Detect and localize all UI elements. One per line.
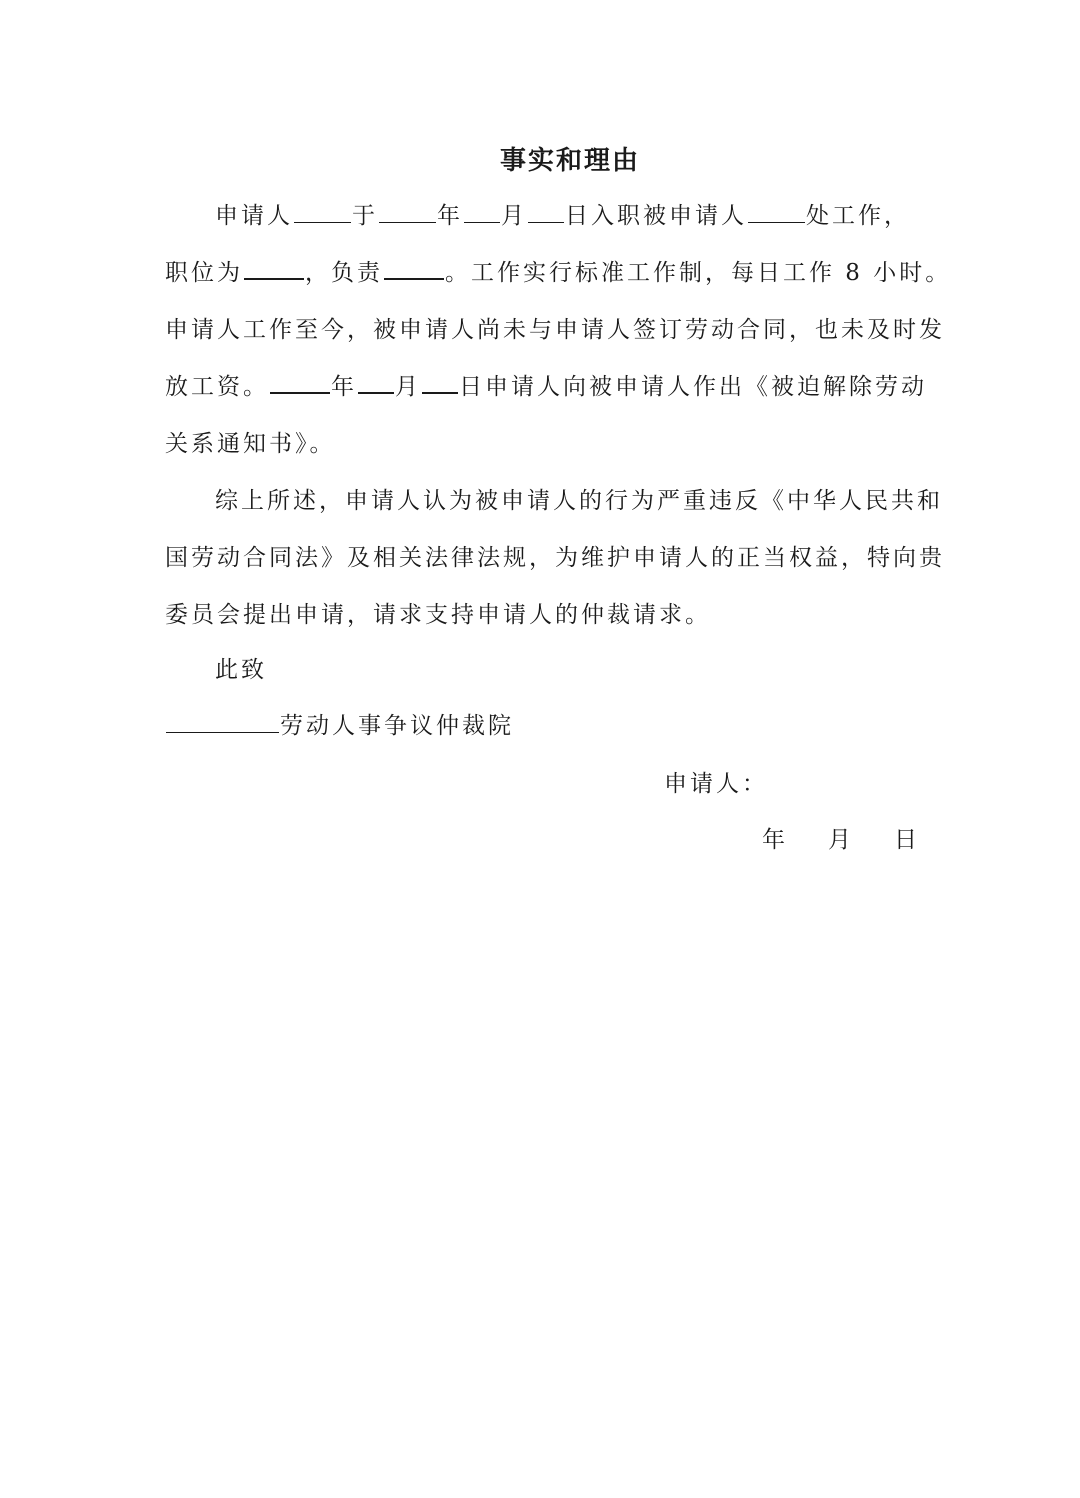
entry-day-blank[interactable] [528, 198, 564, 223]
position-blank[interactable] [244, 254, 304, 280]
para1-line3: 申请人工作至今，被申请人尚未与申请人签订劳动合同，也未及时发 [165, 317, 945, 343]
date-line [762, 820, 920, 860]
notice-month-blank[interactable] [358, 368, 394, 394]
para1-line1: 申请人 于 年 月 日入职被申请人 处工作， [215, 196, 975, 236]
entry-year-blank[interactable] [379, 198, 436, 223]
notice-day-blank[interactable] [422, 368, 458, 394]
duty-blank[interactable] [384, 254, 444, 280]
para1-line5: 关系通知书》。 [165, 431, 336, 457]
para1-line2: 职位为 ，负责 。工作实行标准工作制，每日工作 8 小时。 [165, 253, 925, 293]
respondent-name-blank[interactable] [748, 198, 805, 223]
document-title: 事实和理由 [499, 146, 640, 176]
date-day: 日 [894, 827, 920, 853]
applicant-name-blank[interactable] [294, 198, 351, 223]
notice-year-blank[interactable] [270, 368, 330, 394]
para2-line3: 委员会提出申请，请求支持申请人的仲裁请求。 [165, 602, 711, 628]
date-month: 月 [828, 827, 854, 853]
para2-line2: 国劳动合同法》及相关法律法规，为维护申请人的正当权益，特向贵 [165, 545, 945, 571]
date-year: 年 [762, 827, 788, 853]
arbitration-location-blank[interactable] [166, 708, 279, 733]
entry-month-blank[interactable] [464, 198, 500, 223]
para2-line1: 综上所述，申请人认为被申请人的行为严重违反《中华人民共和 [215, 488, 943, 514]
para1-line4: 放工资。 年 月 日申请人向被申请人作出《被迫解除劳动 [165, 367, 925, 407]
signature-label: 申请人： [664, 771, 768, 797]
closing-text: 此致 [215, 657, 267, 683]
recipient-line: 劳动人事争议仲裁院 [165, 706, 925, 746]
